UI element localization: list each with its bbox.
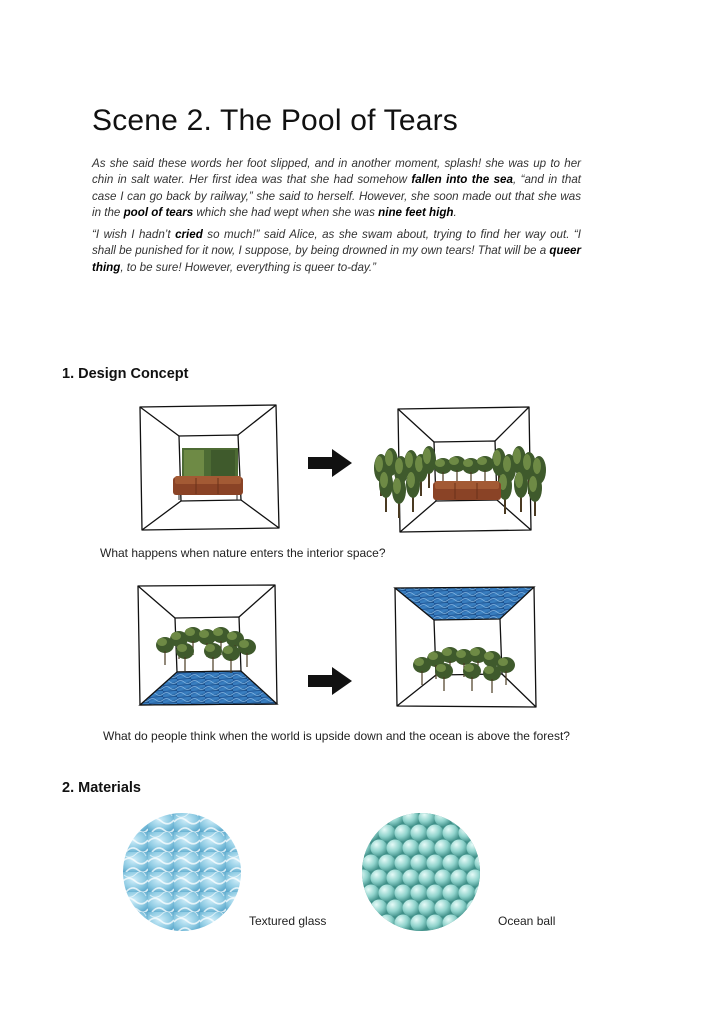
ocean-ball (443, 825, 460, 842)
ocean-ball (379, 915, 396, 932)
ocean-ball (395, 825, 412, 842)
ocean-ball (459, 855, 476, 872)
emphasis: queer thing (92, 244, 581, 274)
ocean-ball (459, 885, 476, 902)
ocean-ball (451, 870, 468, 887)
ocean-ball (419, 840, 436, 857)
design-caption-1: What happens when nature enters the interior space? (100, 546, 386, 560)
ocean-ball (403, 840, 420, 857)
text-run: . (453, 205, 457, 219)
ocean-ball (467, 810, 484, 827)
room-sofa-sketch (137, 404, 282, 532)
design-concept-heading: 1. Design Concept (62, 366, 189, 382)
material-label-ball: Ocean ball (498, 914, 556, 928)
forest-clump (413, 647, 515, 693)
ocean-ball (371, 900, 388, 917)
emphasis: cried (175, 228, 203, 241)
story-paragraph-1 (92, 156, 581, 221)
ocean-ball (419, 810, 436, 827)
ocean-ball (379, 885, 396, 902)
ocean-ball (427, 885, 444, 902)
ocean-ball (363, 915, 380, 932)
ocean-ball (435, 840, 452, 857)
ocean-ball (371, 840, 388, 857)
ocean-ball (379, 825, 396, 842)
ocean-ball (387, 900, 404, 917)
ocean-ball (435, 900, 452, 917)
emphasis: fallen into the sea (411, 173, 513, 187)
ocean-ball (395, 915, 412, 932)
ocean-ball (371, 870, 388, 887)
ocean-ball (355, 840, 372, 857)
ocean-ball (443, 915, 460, 932)
ocean-ball (459, 825, 476, 842)
ocean-ball (427, 855, 444, 872)
text-run: As she said these words her foot slipped, and in another moment, splash! she was up to her chin in salt water. Her first idea was that she had somehow (92, 157, 581, 187)
ocean-ball (459, 915, 476, 932)
ocean-ball (355, 900, 372, 917)
arrow-right-icon (306, 665, 354, 697)
ocean-ball (467, 870, 484, 887)
ocean-ball (403, 900, 420, 917)
ocean-ball (411, 855, 428, 872)
ocean-ball (443, 885, 460, 902)
ocean-ball (371, 810, 388, 827)
ocean-ball (427, 915, 444, 932)
text-run: , “and in that case I can go back by railway,” she said to herself. However, she soon made out that she was in the (92, 173, 582, 219)
ocean-ball (475, 885, 492, 902)
ocean-ball (475, 855, 492, 872)
ocean-ball (387, 840, 404, 857)
ocean-ball (435, 870, 452, 887)
ocean-ball-swatch (361, 812, 481, 932)
ocean-ball (451, 900, 468, 917)
ocean-ball (451, 810, 468, 827)
ocean-ball (363, 825, 380, 842)
ocean-ball (475, 825, 492, 842)
forest-right (492, 446, 546, 516)
ocean-ball (443, 855, 460, 872)
text-run: “I wish I hadn’t (92, 228, 176, 241)
ocean-ball (467, 840, 484, 857)
design-caption-2: What do people think when the world is upside down and the ocean is above the forest? (103, 729, 570, 743)
ocean-ball (411, 915, 428, 932)
story-paragraph-2 (92, 227, 581, 276)
sofa (173, 476, 243, 500)
text-run: so much!” said Alice, as she swam about, trying to find her way out. “I shall be punished for it now, I suppose, by being drowned in my own tears! That will be a (92, 228, 581, 258)
ocean-ball (419, 870, 436, 887)
forest-left (374, 446, 436, 518)
ocean-floor (140, 671, 277, 705)
ocean-ball (411, 825, 428, 842)
ocean-ball (475, 915, 492, 932)
ocean-ball (427, 825, 444, 842)
ocean-ball (467, 900, 484, 917)
ocean-ball (451, 840, 468, 857)
arrow-right-icon (306, 447, 354, 479)
room-forest-sofa-sketch (371, 404, 549, 534)
ocean-ball (387, 810, 404, 827)
material-label-glass: Textured glass (249, 914, 327, 928)
ocean-ball (355, 810, 372, 827)
ocean-ball (363, 855, 380, 872)
ocean-ball (395, 885, 412, 902)
page-title: Scene 2. The Pool of Tears (92, 104, 458, 137)
emphasis: pool of tears (123, 205, 194, 219)
emphasis: nine feet high (378, 205, 454, 219)
ocean-ball (387, 870, 404, 887)
sofa (433, 481, 501, 500)
ocean-ball (395, 855, 412, 872)
ocean-ball (435, 810, 452, 827)
ocean-ball (419, 900, 436, 917)
materials-heading: 2. Materials (62, 780, 141, 796)
room-ocean-ceiling-sketch (392, 585, 540, 711)
text-run: which she had wept when she was (193, 205, 379, 219)
ocean-ball (379, 855, 396, 872)
ocean-ball (403, 810, 420, 827)
room-forest-ocean-floor-sketch (135, 583, 281, 707)
ocean-ball (355, 870, 372, 887)
ocean-ball (411, 885, 428, 902)
ocean-ball (403, 870, 420, 887)
text-run: , to be sure! However, everything is queer to-day.” (120, 260, 376, 274)
textured-glass-swatch (122, 812, 242, 932)
ocean-ceiling (395, 587, 534, 620)
ocean-ball (363, 885, 380, 902)
